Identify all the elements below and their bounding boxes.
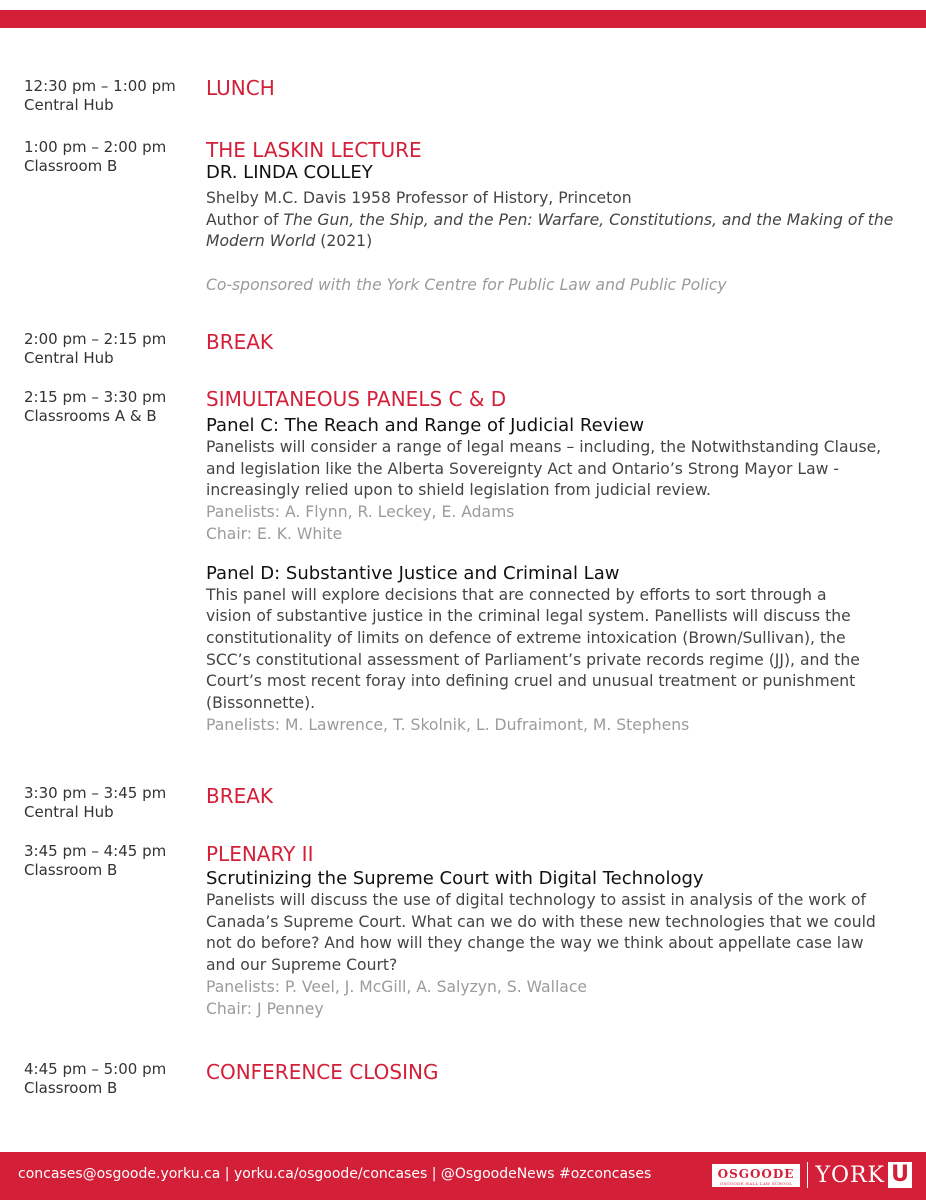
- book-title-part-2: Modern World: [206, 232, 316, 251]
- time-block-break-2: [24, 784, 166, 822]
- event-title: PLENARY II: [206, 842, 314, 866]
- plenary-desc-line: not do before? And how will they change the way we think about appellate case law: [206, 934, 864, 953]
- time-text: 2:15 pm – 3:30 pm: [24, 388, 167, 406]
- time-text: 4:45 pm – 5:00 pm: [24, 1060, 167, 1078]
- footer-logos: [712, 1160, 912, 1190]
- event-title: SIMULTANEOUS PANELS C & D: [206, 387, 507, 411]
- plenary-desc-line: Canada’s Supreme Court. What can we do with these new technologies that we could: [206, 912, 876, 931]
- panel-desc-line: (Bissonnette).: [206, 694, 316, 713]
- osgoode-logo: [712, 1164, 801, 1187]
- event-title: THE LASKIN LECTURE: [206, 138, 422, 162]
- panel-desc-line: This panel will explore decisions that are connected by efforts to sort through a: [206, 585, 827, 604]
- event-simultaneous-panels: [206, 387, 896, 736]
- time-block-closing: [24, 1060, 166, 1098]
- time-text: 3:30 pm – 3:45 pm: [24, 784, 167, 802]
- location-text: Classrooms A & B: [24, 407, 157, 425]
- book-title-part-1: The Gun, the Ship, and the Pen: Warfare, Constitutions, and the Making of the: [283, 210, 894, 229]
- event-lunch: [206, 76, 896, 100]
- time-block-plenary: [24, 842, 166, 880]
- york-u-logo: U: [888, 1162, 912, 1188]
- panel-desc-line: SCC’s constitutional assessment of Parliament’s private records regime (JJ), and the: [206, 650, 860, 669]
- event-plenary-ii: [206, 842, 896, 1020]
- event-title: CONFERENCE CLOSING: [206, 1060, 439, 1084]
- panelists: Panelists: M. Lawrence, T. Skolnik, L. Dufraimont, M. Stephens: [206, 715, 690, 734]
- location-text: Central Hub: [24, 349, 114, 367]
- location-text: Central Hub: [24, 803, 114, 821]
- event-title: LUNCH: [206, 76, 275, 100]
- panel-c: [206, 415, 896, 546]
- location-text: Classroom B: [24, 157, 118, 175]
- panel-title: Panel C: The Reach and Range of Judicial Review: [206, 415, 645, 436]
- chair: Chair: E. K. White: [206, 524, 343, 543]
- author-prefix: Author of: [206, 210, 284, 229]
- book-line-2: [206, 231, 896, 253]
- book-year: (2021): [315, 232, 373, 251]
- footer-contact-text: concases@osgoode.yorku.ca | yorku.ca/osgoode/concases | @OsgoodeNews #ozconcases: [18, 1166, 652, 1182]
- time-text: 1:00 pm – 2:00 pm: [24, 138, 167, 156]
- time-text: 3:45 pm – 4:45 pm: [24, 842, 167, 860]
- panel-d: [206, 563, 896, 737]
- speaker-position: Shelby M.C. Davis 1958 Professor of History, Princeton: [206, 189, 632, 207]
- time-block-panels: [24, 388, 166, 426]
- panel-desc-line: and legislation like the Alberta Sovereignty Act and Ontario’s Strong Mayor Law -: [206, 459, 839, 478]
- plenary-subtitle: Scrutinizing the Supreme Court with Digital Technology: [206, 868, 704, 889]
- osgoode-logo-subtext: OSGOODE HALL LAW SCHOOL: [719, 1180, 793, 1186]
- location-text: Central Hub: [24, 96, 114, 114]
- york-logo-text: YORK: [815, 1162, 885, 1188]
- panel-desc-line: vision of substantive justice in the criminal legal system. Panellists will discuss the: [206, 607, 851, 626]
- event-laskin-lecture: [206, 138, 896, 297]
- time-block-lunch: [24, 77, 176, 115]
- plenary-desc-line: Panelists will discuss the use of digital technology to assist in analysis of the work of: [206, 891, 866, 909]
- panelists: Panelists: A. Flynn, R. Leckey, E. Adams: [206, 503, 515, 522]
- osgoode-logo-text: OSGOODE: [717, 1166, 795, 1181]
- panelists: Panelists: P. Veel, J. McGill, A. Salyzyn, S. Wallace: [206, 977, 587, 996]
- event-break-1: [206, 330, 896, 354]
- panel-desc-line: constitutionality of limits on defence of extreme intoxication (Brown/Sullivan), the: [206, 628, 846, 647]
- time-text: 12:30 pm – 1:00 pm: [24, 77, 176, 95]
- plenary-desc-line: and our Supreme Court?: [206, 956, 398, 975]
- time-text: 2:00 pm – 2:15 pm: [24, 330, 167, 348]
- location-text: Classroom B: [24, 861, 118, 879]
- location-text: Classroom B: [24, 1079, 118, 1097]
- panel-desc-line: increasingly relied upon to shield legislation from judicial review.: [206, 481, 711, 500]
- event-conference-closing: [206, 1060, 896, 1084]
- logo-divider: [807, 1162, 808, 1188]
- book-line-1: [206, 210, 896, 232]
- panel-desc-line: Court’s most recent foray into defining cruel and unusual treatment or punishment: [206, 672, 856, 691]
- event-title: BREAK: [206, 330, 274, 354]
- sponsor-note: Co-sponsored with the York Centre for Public Law and Public Policy: [206, 276, 727, 295]
- speaker-name: DR. LINDA COLLEY: [206, 162, 373, 183]
- top-red-bar: [0, 10, 926, 28]
- time-block-laskin: [24, 138, 166, 176]
- panel-title: Panel D: Substantive Justice and Criminal Law: [206, 562, 620, 584]
- panel-desc-line: Panelists will consider a range of legal means – including, the Notwithstanding Clause,: [206, 438, 882, 456]
- chair: Chair: J Penney: [206, 999, 324, 1018]
- event-break-2: [206, 784, 896, 808]
- time-block-break-1: [24, 330, 166, 368]
- event-title: BREAK: [206, 784, 274, 808]
- footer-bar: [0, 1152, 926, 1200]
